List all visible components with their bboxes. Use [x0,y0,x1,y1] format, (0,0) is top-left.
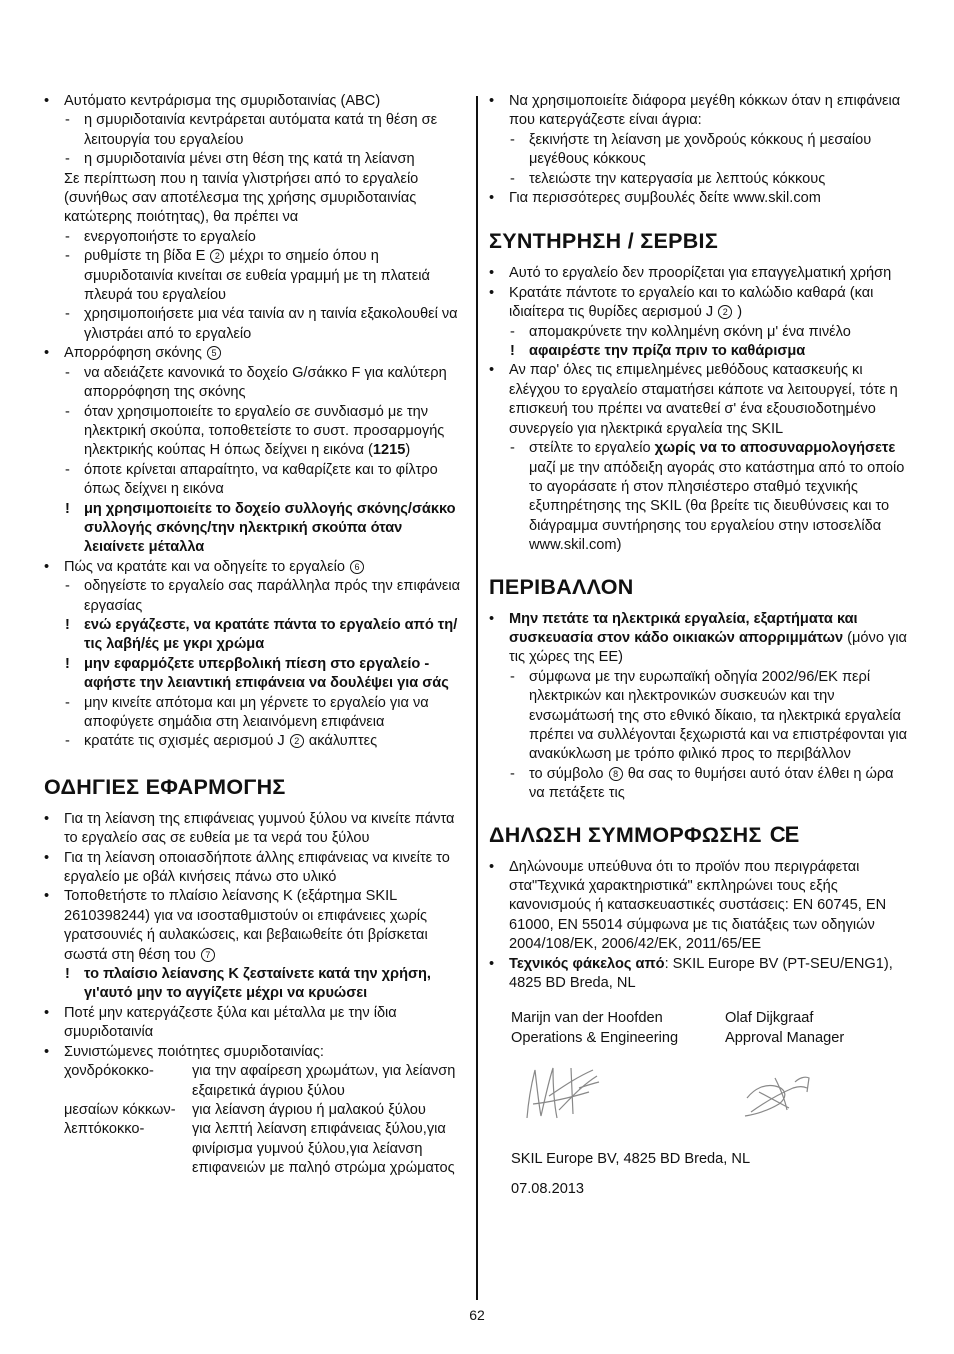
dash-mark: - [65,403,70,420]
item-text: τελειώστε την κατεργασία με λεπτούς κόκκους [529,170,826,187]
heading-environment: ΠΕΡΙΒΑΛΛΟΝ [489,574,634,599]
signature-images [489,1048,911,1138]
bullet-mark: • [44,1043,50,1060]
bullet-mark: • [44,810,50,827]
grit-use: για λείανση άγριου ή μαλακού ξύλου [192,1101,426,1118]
bullet-mark: • [489,362,495,379]
declaration-date: 07.08.2013 [511,1180,585,1197]
dash-mark: - [510,668,515,685]
bullet-mark: • [489,190,495,207]
signatures [489,1048,911,1138]
item-text: Ποτέ μην κατεργάζεστε ξύλα και μέταλλα με την ίδια σμυριδοταινία [64,1004,397,1041]
item-text: η σμυριδοταινία μένει στη θέση της κατά τη λείανση [84,151,415,168]
item-text: Να χρησιμοποιείτε διάφορα μεγέθη κόκκων όταν η επιφάνεια που κατεργάζεστε είναι άγρια: [509,93,901,129]
dash-item [44,228,464,247]
dash-item [489,765,911,804]
item-text-after: ακάλυπτες [308,733,378,750]
item-text: να αδειάζετε κανονικά το δοχείο G/σάκκο F για καλύτερη απορρόφηση της σκόνης [84,364,447,401]
bullet-item [489,92,911,131]
item-bold-text: 1215 [372,442,406,459]
item-text: ενεργοποιήστε το εργαλείο [84,228,256,245]
dash-mark: - [65,364,70,381]
ce-mark: CE [769,821,799,847]
heading-service: ΣΥΝΤΗΡΗΣΗ / ΣΕΡΒΙΣ [489,229,719,254]
bullet-item [44,810,464,849]
item-text: όποτε κρίνεται απαραίτητο, να καθαρίζετε και το φίλτρο όπως δείχνει η εικόνα [84,461,438,498]
item-text-after: : SKIL Europe BV (PT-SEU/ENG1), 4825 BD Breda, NL [509,955,893,992]
item-text: κρατάτε τις σχισμές αερισμού J [84,733,285,750]
item-bold-text: Τεχνικός φάκελος από [509,955,665,972]
right-list [489,92,911,208]
warning-mark: ! [65,966,70,983]
dash-item [489,323,911,342]
item-text-after: θα σας το θυμήσει αυτό όταν έλθει η ώρα να πετάξετε τις [529,765,894,802]
item-text: Απορρόφηση σκόνης [64,345,202,362]
grit-row [44,1120,464,1178]
signatory-1-name: Marijn van der Hoofden [511,1010,663,1027]
item-text: αφαιρέστε την πρίζα πριν το καθάρισμα [529,343,806,360]
item-text: μην εφαρμόζετε υπερβολική πίεση στο εργαλείο - αφήστε την λειαντική επιφάνεια να δουλέψει για σάς [84,655,449,692]
item-text: στείλτε το εργαλείο [529,440,655,457]
company-line: SKIL Europe BV, 4825 BD Breda, NL [511,1151,751,1168]
column-divider [476,96,478,1300]
warning-item [44,500,464,558]
service-list [489,264,911,555]
item-text: Αυτόματο κεντράρισμα της σμυριδοταινίας (ABC) [64,93,381,109]
page-number: 62 [469,1307,485,1323]
item-text: ρυθμίστε τη βίδα E [84,248,206,265]
bullet-mark: • [489,610,495,627]
item-text: όταν χρησιμοποιείτε το εργαλείο σε συνδιασμό με την ηλεκτρική σκούπα, τοποθετείστε το συστ. προσαρμογής ηλεκτρικής κούπας H όπως δείχνει η εικόνα ( [84,403,445,459]
signatory-2-name: Olaf Dijkgraaf [725,1010,814,1027]
dash-item [489,439,911,555]
dash-item [44,364,464,403]
item-text: ξεκινήστε τη λείανση με χονδρούς κόκκους ή μεσαίου μεγέθους κόκκους [529,131,872,168]
item-text-after: μαζί με την απόδειξη αγοράς στο κατάστημα από το οποίο το αγοράσατε ή στον πλησιέστερο σταθμό τεχνικής εξυπηρέτησης της SKIL (θα βρείτε τις διευθύνσεις και το διάγραμμα συντήρησης του εργαλείου στην ιστοσελίδα www.skil.com) [529,459,905,554]
signatory-2 [725,1009,939,1048]
item-text: Για περισσότερες συμβουλές δείτε www.skil.com [509,190,821,207]
item-text-after: μέχρι το σημείο όπου η σμυριδοταινία κινείται σε ευθεία γραμμή με τη πλατειά πλευρά του εργαλείου [84,248,430,304]
grit-use: για λεπτή λείανση επιφάνειας ξύλου,για φινίρισμα γυμνού ξύλου,για λείανση επιφανειών με παληό στρώμα χρώματος [192,1121,455,1177]
item-text: απομακρύνετε την κολλημένη σκόνη μ' ένα πινέλο [529,323,851,340]
item-text: οδηγείστε το εργαλείο σας παράλληλα πρός την επιφάνεια εργασίας [84,578,461,614]
grit-use: για την αφαίρεση χρωμάτων, για λείανση εξαιρετικά άγριου ξύλου [192,1063,456,1099]
signature-2 [745,1077,809,1116]
item-text: Αυτό το εργαλείο δεν προορίζεται για επαγγελματική χρήση [509,265,892,282]
dash-item [44,247,464,305]
dash-mark: - [510,440,515,457]
dash-mark: - [65,151,70,168]
bullet-mark: • [44,849,50,866]
dash-mark: - [510,131,515,148]
dash-item [44,694,464,733]
item-text: Σε περίπτωση που η ταινία γλιστρήσει από το εργαλείο (συνήθως σαν αποτέλεσμα της χρήσης σμυριδοταινίας κατώτερης ποιότητας), θα πρέπει να [64,170,419,226]
signature-1 [527,1068,599,1118]
bullet-mark: • [44,558,50,575]
bullet-item [489,264,911,283]
warning-item [489,342,911,361]
figure-ref-circle: 2 [290,734,304,748]
dash-item [44,305,464,344]
item-text: το πλαίσιο λείανσης K ζεσταίνετε κατά την χρήση, γι'αυτό μην το αγγίζετε μέχρι να κρυώσει [84,966,431,1002]
signatory-1-title: Operations & Engineering [511,1029,679,1046]
bullet-item [489,189,911,208]
left-column [44,92,464,1179]
bullet-mark: • [489,93,495,109]
item-text: χρησιμοποιήσετε μια νέα ταινία αν η ταινία εξακολουθεί να γλιστράει από το εργαλείο [84,306,458,342]
dash-item [44,150,464,169]
item-text: η σμυριδοταινία κεντράρεται αυτόματα κατά τη θέση σε λειτουργία του εργαλείου [84,112,438,148]
dash-item [44,577,464,616]
dash-mark: - [65,306,70,323]
grit-table [44,1062,464,1178]
dash-mark: - [65,733,70,750]
figure-ref-circle: 7 [201,948,215,962]
dash-mark: - [65,228,70,245]
bullet-mark: • [489,284,495,301]
dash-mark: - [65,578,70,595]
warning-mark: ! [510,343,515,360]
dash-mark: - [510,765,515,782]
signatory-1 [511,1009,725,1048]
item-text: Κρατάτε πάντοτε το εργαλείο και το καλώδιο καθαρά (και ιδιαίτερα τις θυρίδες αερισμού J [509,284,874,321]
left-list [44,92,464,752]
bullet-item [44,849,464,888]
dash-mark: - [510,323,515,340]
bullet-mark: • [44,345,50,362]
item-text: μη χρησιμοποιείτε το δοχείο συλλογής σκόνης/σάκκο συλλογής σκόνης/την ηλεκτρική σκούπα όταν λειαίνετε μέταλλα [84,500,456,556]
bullet-mark: • [44,888,50,905]
figure-ref-circle: 5 [207,346,221,360]
dash-item [489,170,911,189]
paragraph [44,170,464,228]
dash-item [44,403,464,461]
warning-item [44,965,464,1004]
item-text: Για τη λείανση της επιφάνειας γυμνού ξύλου να κινείτε πάντα το εργαλείο σας σε ευθεία με τα νερά του ξύλου [64,810,455,847]
dash-mark: - [65,694,70,711]
signatories [489,1009,911,1048]
figure-ref-circle: 6 [350,560,364,574]
warning-mark: ! [65,655,70,672]
signatory-2-title: Approval Manager [725,1029,845,1046]
warning-mark: ! [65,500,70,517]
grit-row [44,1101,464,1120]
item-bold-text: χωρίς να το αποσυναρμολογήσετε [654,440,896,457]
bullet-item [44,887,464,965]
item-text-after: ) [737,304,743,321]
declaration-title: ΔΗΛΩΣΗ ΣΥΜΜΟΡΦΩΣΗΣ [489,822,762,847]
bullet-item [489,955,911,994]
bullet-item [44,1043,464,1062]
dash-mark: - [65,112,70,129]
heading-application: ΟΔΗΓΙΕΣ ΕΦΑΡΜΟΓΗΣ [44,774,286,799]
declaration-list [489,858,911,994]
item-text: Τοποθετήστε το πλαίσιο λείανσης K (εξάρτημα SKIL 2610398244) για να ισοσταθμιστούν οι επιφάνειες χωρίς γρατσουνιές ή αυλακώσεις, και βεβαιωθείτε ότι βρίσκεται σωστά στη θέση του [64,888,428,963]
dash-item [489,131,911,170]
bullet-item [44,92,464,111]
warning-mark: ! [65,616,70,633]
bullet-item [44,1004,464,1043]
bullet-item [489,858,911,955]
grit-label: μεσαίων κόκκων- [64,1101,176,1118]
item-text: μην κινείτε απότομα και μη γέρνετε το εργαλείο για να αποφύγετε σημάδια στη λειαινόμενη επιφάνεια [84,694,429,730]
item-text: Συνιστώμενες ποιότητες σμυριδοταινίας: [64,1043,324,1060]
item-text-after: (μόνο για τις χώρες της ΕΕ) [509,629,907,666]
warning-item [44,616,464,655]
dash-mark: - [510,170,515,187]
item-text: Πώς να κρατάτε και να οδηγείτε το εργαλείο [64,558,345,575]
dash-item [44,461,464,500]
bullet-item [489,284,911,323]
item-bold-text: Μην πετάτε τα ηλεκτρικά εργαλεία, εξαρτήματα και συσκευασία στον κάδο οικιακών απορριμμάτων [509,610,858,646]
bullet-mark: • [489,858,495,875]
grit-label: χονδρόκοκκο- [64,1063,154,1080]
dash-mark: - [65,461,70,478]
bullet-item [489,610,911,668]
item-text: Για τη λείανση οποιασδήποτε άλλης επιφάνειας να κινείτε το εργαλείο με οβάλ κινήσεις πάνω στο υλικό [64,849,450,886]
dash-item [489,668,911,765]
bullet-mark: • [489,265,495,282]
item-text: Δηλώνουμε υπεύθυνα ότι το προϊόν που περιγράφεται στα"Τεχνικά χαρακτηριστικά" εκπληρώνει τους εξής κανονισμούς ή κατασκευαστικές συστάσεις: EN 60745, EN 61000, EN 55014 σύμφωνα με τις διατάξεις των οδηγιών 2004/108/EK, 2006/42/EK, 2011/65/EE [509,858,887,953]
figure-ref-circle: 8 [609,767,623,781]
item-text-after: ) [405,442,411,459]
heading-declaration [489,822,911,848]
bullet-mark: • [489,955,495,972]
right-column [489,92,911,1199]
item-text: ενώ εργάζεστε, να κρατάτε πάντα το εργαλείο από τη/τις λαβή/ές με γκρι χρώμα [84,616,458,653]
environment-list [489,610,911,804]
bullet-mark: • [44,1004,50,1021]
item-text: Αν παρ' όλες τις επιμελημένες μεθόδους κατασκευής κι ελέγχου το εργαλείο σταματήσει κάποτε να λειτουργεί, τότε η επισκευή του πρέπει να ανατεθεί σ' ένα εξουσιοδοτημένο συνεργείο για ηλεκτρικά εργαλεία της SKIL [509,362,898,437]
bullet-item [489,361,911,439]
item-text: το σύμβολο [529,765,604,782]
dash-item [44,111,464,150]
bullet-mark: • [44,93,50,109]
bullet-item [44,344,464,363]
warning-item [44,655,464,694]
figure-ref-circle: 2 [718,305,732,319]
figure-ref-circle: 2 [210,249,224,263]
application-list [44,810,464,1062]
bullet-item [44,558,464,577]
item-text: σύμφωνα με την ευρωπαϊκή οδηγία 2002/96/ΕΚ περί ηλεκτρικών και ηλεκτρονικών συσκευών και την ενσωμάτωσή της στο εθνικό δίκαιο, τα ηλεκτρικά εργαλεία πρέπει να συλλέγονται ξεχωριστά και να επιστρέφονται για ανακύκλωση με τρόπο φιλικό προς το περιβάλλον [529,668,908,763]
dash-item [44,732,464,751]
grit-row [44,1062,464,1101]
dash-mark: - [65,248,70,265]
grit-label: λεπτόκοκκο- [64,1121,145,1138]
